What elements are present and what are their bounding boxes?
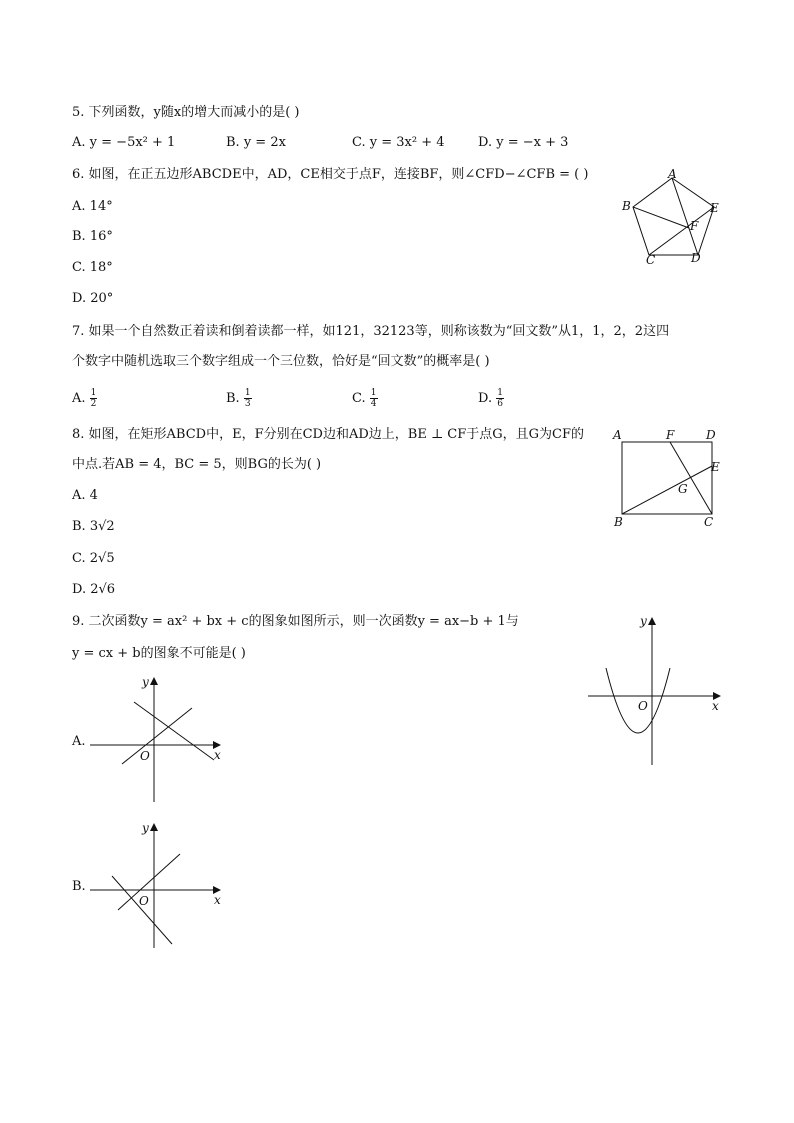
q5-stem: 5. 下列函数，y随x的增大而减小的是( ) — [72, 105, 300, 120]
q6-option-a[interactable] — [72, 198, 113, 216]
q9-option-b-graph[interactable] — [88, 818, 228, 952]
graph-b-x-label: x — [214, 893, 221, 907]
option-key: B. — [226, 391, 240, 406]
graph-a-y-label: y — [142, 675, 149, 689]
q8-option-a[interactable] — [72, 487, 98, 505]
option-key: D. — [478, 135, 493, 150]
option-expr: y = −5x² + 1 — [89, 135, 176, 150]
rect-label-f: F — [666, 428, 675, 442]
graph-b-y-label: y — [142, 821, 149, 835]
q6-option-b[interactable] — [72, 228, 113, 246]
pentagon-label-c: C — [646, 253, 656, 266]
q7-option-a[interactable] — [72, 386, 97, 412]
option-key: C. — [352, 135, 366, 150]
rect-label-a: A — [613, 428, 622, 442]
option-key: A. — [72, 199, 86, 214]
q6-option-c[interactable] — [72, 259, 113, 277]
q9-option-a-key[interactable]: A. — [72, 734, 86, 749]
pentagon-label-a: A — [668, 167, 677, 181]
q7-line-2: 个数字中随机选取三个数字组成一个三位数，恰好是“回文数”的概率是( ) — [72, 354, 490, 369]
q9-line-2: y = cx + b的图象不可能是( ) — [72, 646, 246, 661]
graph-b-origin-label: O — [139, 894, 149, 908]
q6-stem: 6. 如图，在正五边形ABCDE中，AD，CE相交于点F，连接BF，则∠CFD−∠CFB = ( ) — [72, 167, 589, 182]
q5-option-d[interactable] — [478, 134, 568, 152]
q7-option-d[interactable] — [478, 386, 504, 412]
q8-option-d[interactable] — [72, 581, 115, 599]
pentagon-label-e: E — [710, 201, 719, 215]
fraction: $\frac{1}{2}$ — [90, 388, 97, 409]
q7-option-b[interactable] — [226, 386, 252, 412]
graph-a-x-label: x — [214, 748, 221, 762]
parabola-y-label: y — [640, 614, 647, 628]
rectangle-figure — [608, 424, 728, 534]
fraction: $\frac{1}{6}$ — [497, 388, 503, 409]
q5-option-a[interactable] — [72, 134, 175, 152]
option-expr: 2√5 — [89, 551, 115, 566]
option-key: C. — [72, 260, 86, 275]
parabola-origin-label: O — [638, 699, 648, 713]
q8-option-c[interactable] — [72, 550, 115, 568]
rect-label-b: B — [614, 515, 623, 529]
option-expr: 4 — [89, 488, 98, 503]
q8-line-2: 中点.若AB = 4，BC = 5，则BG的长为( ) — [72, 457, 322, 472]
option-expr: 2√6 — [90, 582, 116, 597]
option-key: D. — [72, 582, 87, 597]
option-expr: 18° — [89, 260, 113, 275]
pentagon-label-b: B — [622, 199, 631, 213]
q8-option-b[interactable] — [72, 518, 115, 536]
q7-option-c[interactable] — [352, 386, 378, 412]
option-expr: y = 2x — [243, 135, 286, 150]
rect-label-d: D — [706, 428, 716, 442]
pentagon-label-d: D — [691, 251, 701, 265]
option-key: B. — [72, 229, 86, 244]
rect-label-g: G — [678, 482, 688, 496]
graph-a-origin-label: O — [140, 749, 150, 763]
option-expr: 16° — [89, 229, 113, 244]
q6-option-d[interactable] — [72, 290, 113, 308]
rect-label-e: E — [711, 460, 720, 474]
rect-label-c: C — [704, 515, 714, 529]
option-key: B. — [72, 519, 86, 534]
q9-line-1: 9. 二次函数y = ax² + bx + c的图象如图所示，则一次函数y = ax−b + 1与 — [72, 614, 519, 629]
fraction: $\frac{1}{3}$ — [244, 388, 251, 409]
option-key: A. — [72, 135, 86, 150]
option-expr: y = 3x² + 4 — [369, 135, 445, 150]
option-expr: y = −x + 3 — [496, 135, 569, 150]
q8-line-1: 8. 如图，在矩形ABCD中，E，F分别在CD边和AD边上，BE ⊥ CF于点G，且G为CF的 — [72, 427, 585, 442]
q9-option-a-graph[interactable] — [88, 672, 228, 806]
option-key: B. — [226, 135, 240, 150]
pentagon-label-f: F — [690, 219, 699, 233]
option-key: A. — [72, 391, 86, 406]
fraction: $\frac{1}{4}$ — [370, 388, 377, 409]
parabola-x-label: x — [712, 699, 719, 713]
q7-line-1: 7. 如果一个自然数正着读和倒着读都一样，如121，32123等，则称该数为“回文数”从1，1，2，2这四 — [72, 324, 670, 339]
option-key: C. — [72, 551, 86, 566]
q5-option-b[interactable] — [226, 134, 286, 152]
q9-option-b-key[interactable]: B. — [72, 879, 86, 894]
parabola-figure — [580, 610, 730, 770]
pentagon-figure — [618, 166, 728, 266]
q5-option-c[interactable] — [352, 134, 445, 152]
option-expr: 3√2 — [89, 519, 115, 534]
option-key: D. — [478, 391, 493, 406]
option-expr: 14° — [89, 199, 113, 214]
option-key: D. — [72, 291, 87, 306]
option-key: C. — [352, 391, 366, 406]
option-key: A. — [72, 488, 86, 503]
option-expr: 20° — [90, 291, 114, 306]
